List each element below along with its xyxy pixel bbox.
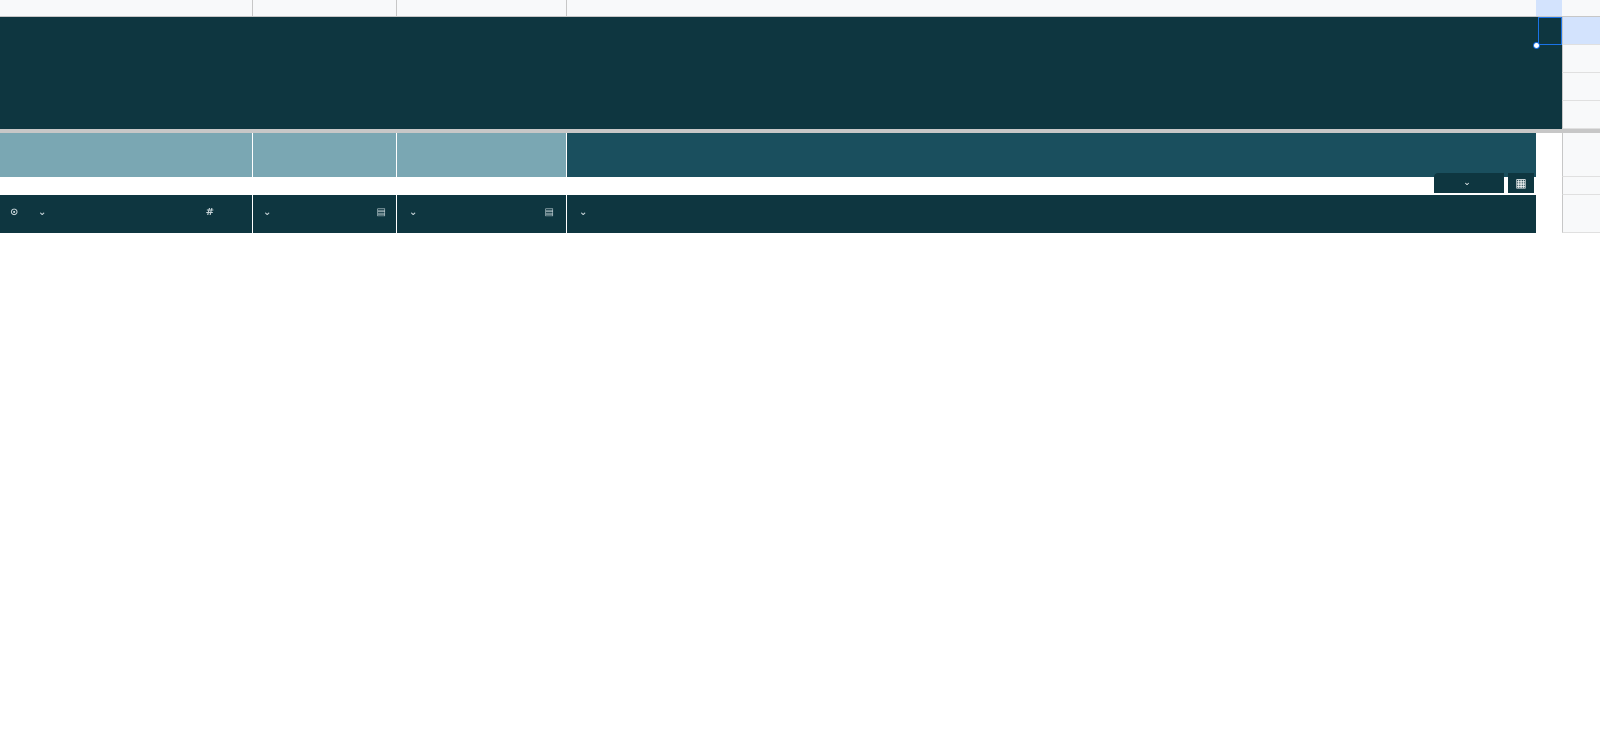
calendar-icon: ▤ [544, 207, 554, 218]
chevron-down-icon[interactable]: ⌄ [38, 207, 47, 218]
column-header-e[interactable] [0, 0, 252, 17]
row-header-4[interactable] [1562, 101, 1600, 129]
chevron-down-icon[interactable]: ⌄ [263, 207, 272, 218]
row-header-8[interactable] [1562, 133, 1600, 177]
column-header-b[interactable] [567, 0, 1536, 17]
table-icon[interactable]: ▦ [1508, 173, 1534, 193]
header-delivery-date[interactable] [253, 195, 396, 233]
header-banner [0, 17, 1562, 129]
column-header-c[interactable] [397, 0, 566, 17]
chevron-down-icon[interactable]: ⌄ [579, 207, 588, 218]
row-header-10[interactable] [1562, 195, 1600, 233]
column-header-a[interactable] [1536, 0, 1562, 17]
fill-handle[interactable] [1533, 42, 1540, 49]
header-request-date[interactable] [397, 195, 566, 233]
section-expected-date [253, 133, 396, 177]
section-request-date [397, 133, 566, 177]
section-notes [567, 133, 1536, 177]
header-note[interactable] [567, 195, 1536, 233]
calendar-icon: ▤ [376, 207, 386, 218]
row-header-2[interactable] [1562, 45, 1600, 73]
column-header-d[interactable] [253, 0, 396, 17]
number-type-icon: # [205, 207, 214, 218]
row-header-9[interactable] [1562, 177, 1600, 195]
section-work-days [30, 133, 252, 177]
active-cell-outline [1538, 17, 1562, 45]
chevron-down-icon: ⌄ [1463, 178, 1471, 188]
chevron-down-icon[interactable]: ⌄ [409, 207, 418, 218]
corner-header[interactable] [1562, 0, 1600, 17]
row-header-3[interactable] [1562, 73, 1600, 101]
header-days-count[interactable] [0, 195, 252, 233]
options-icon[interactable]: ⊙ [10, 207, 19, 218]
section-edge [0, 133, 30, 177]
table-view-dropdown[interactable] [1434, 173, 1504, 193]
row-header-1[interactable] [1562, 17, 1600, 45]
